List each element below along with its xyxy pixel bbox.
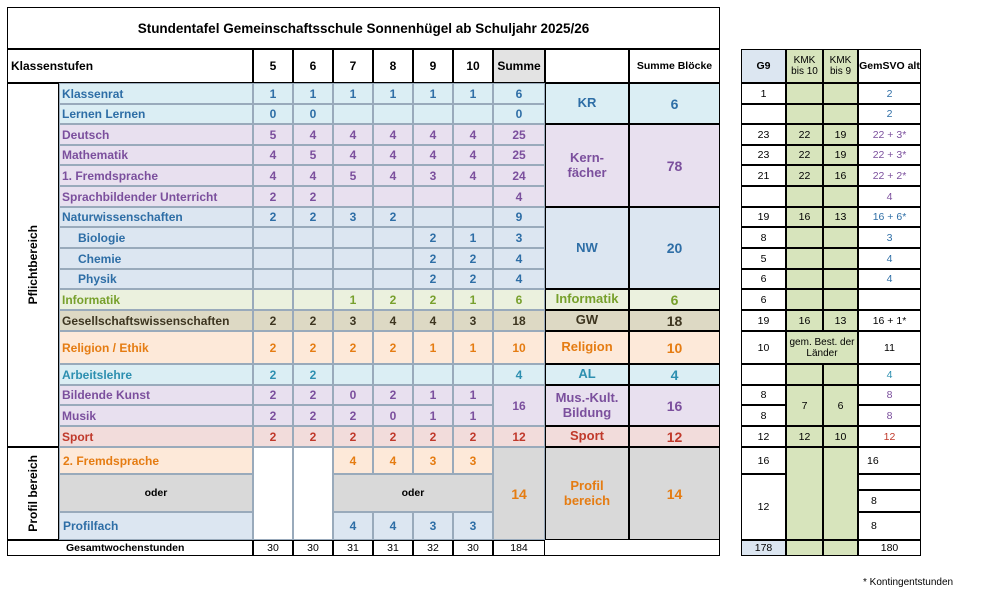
- grade-value: 4: [373, 310, 413, 331]
- group-sum-kr: 6: [629, 83, 720, 124]
- grade-value: 1: [413, 331, 453, 364]
- group-sum-mus: 16: [629, 385, 720, 426]
- header-summe: Summe: [493, 49, 545, 83]
- kmk10-mus: 7: [786, 385, 823, 426]
- row-sum: 18: [493, 310, 545, 331]
- row-sum: 24: [493, 165, 545, 186]
- grade-value: 5: [293, 145, 333, 165]
- grade-value: 2: [373, 426, 413, 447]
- subject-name: Naturwissenschaften: [59, 207, 253, 227]
- row-sum: 4: [493, 248, 545, 269]
- total-value: 32: [413, 540, 453, 556]
- fremd2-value: 4: [373, 447, 413, 474]
- grade-value: 0: [333, 385, 373, 405]
- subject-name: Klassenrat: [59, 83, 253, 104]
- kmk9-value: 16: [823, 165, 858, 186]
- header-g9: G9: [741, 49, 786, 83]
- grade-value: 4: [293, 165, 333, 186]
- kmk10-value: 16: [786, 310, 823, 331]
- gemsvo-value: 22 + 3*: [858, 124, 921, 145]
- grade-value: 1: [293, 83, 333, 104]
- grade-value: 3: [333, 310, 373, 331]
- group-label-al: AL: [545, 364, 629, 385]
- gemsvo-profil-b: 8: [858, 490, 921, 512]
- gemsvo-value: 2: [858, 104, 921, 124]
- group-label-kern: Kern- fächer: [545, 124, 629, 207]
- kmk10-value: 22: [786, 124, 823, 145]
- kmk9-value: 19: [823, 124, 858, 145]
- subject-name: Sport: [59, 426, 253, 447]
- group-label-inf: Informatik: [545, 289, 629, 310]
- subject-name: Religion / Ethik: [59, 331, 253, 364]
- gemsvo-value: 22 + 3*: [858, 145, 921, 165]
- gemsvo-value: 16 + 6*: [858, 207, 921, 227]
- subject-name: Deutsch: [59, 124, 253, 145]
- g9-value: 12: [741, 426, 786, 447]
- grade-value: 1: [413, 385, 453, 405]
- grade-value: 2: [293, 385, 333, 405]
- grade-value: 2: [413, 227, 453, 248]
- subject-name: Chemie: [59, 248, 253, 269]
- profilfach-value: 4: [333, 512, 373, 540]
- grade-value: 4: [333, 124, 373, 145]
- group-sum-al: 4: [629, 364, 720, 385]
- group-label-kr: KR: [545, 83, 629, 124]
- kmk9-value: 19: [823, 145, 858, 165]
- grade-value: 4: [373, 124, 413, 145]
- grade-value: 4: [413, 145, 453, 165]
- fremd2-value: 3: [453, 447, 493, 474]
- kmk10-value: 22: [786, 165, 823, 186]
- profil-sum: 14: [493, 447, 545, 540]
- header-grade: 8: [373, 49, 413, 83]
- g9-value: 23: [741, 145, 786, 165]
- grade-value: 2: [373, 207, 413, 227]
- group-label-mus: Mus.-Kult. Bildung: [545, 385, 629, 426]
- gemsvo-value: 4: [858, 269, 921, 289]
- total-value: 31: [333, 540, 373, 556]
- gemsvo-value: 4: [858, 364, 921, 385]
- fremdsprache2-label: 2. Fremdsprache: [59, 447, 253, 474]
- gemsvo-profil-c: 8: [858, 512, 921, 540]
- grade-value: 1: [333, 289, 373, 310]
- grade-value: 0: [253, 104, 293, 124]
- grade-value: 4: [333, 145, 373, 165]
- grade-value: 2: [413, 426, 453, 447]
- g9-value: 8: [741, 405, 786, 426]
- g9-value: 5: [741, 248, 786, 269]
- g9-value: 8: [741, 385, 786, 405]
- subject-name: Musik: [59, 405, 253, 426]
- header-grade: 9: [413, 49, 453, 83]
- grade-value: 2: [293, 186, 333, 207]
- page-title: Stundentafel Gemeinschaftsschule Sonnenhügel ab Schuljahr 2025/26: [7, 7, 720, 49]
- kmk9-value: 13: [823, 207, 858, 227]
- grade-value: 1: [453, 227, 493, 248]
- header-kmk10: KMK bis 10: [786, 49, 823, 83]
- header-klassenstufen: Klassenstufen: [7, 49, 253, 83]
- grade-value: 2: [293, 364, 333, 385]
- profilfach-value: 3: [413, 512, 453, 540]
- grade-value: 2: [333, 426, 373, 447]
- group-sum-inf: 6: [629, 289, 720, 310]
- grade-value: 1: [453, 385, 493, 405]
- row-sum: 9: [493, 207, 545, 227]
- profilfach-value: 3: [453, 512, 493, 540]
- grade-value: 2: [253, 310, 293, 331]
- gemsvo-value: 11: [858, 331, 921, 364]
- grade-value: 1: [373, 83, 413, 104]
- g9-value: 1: [741, 83, 786, 104]
- grade-value: 2: [253, 186, 293, 207]
- group-label-rel: Religion: [545, 331, 629, 364]
- group-sum-profil: 14: [629, 447, 720, 540]
- subject-name: Lernen Lernen: [59, 104, 253, 124]
- subject-name: Mathematik: [59, 145, 253, 165]
- g9-profil-a: 16: [741, 447, 786, 474]
- group-sum-nw: 20: [629, 207, 720, 289]
- group-sum-kern: 78: [629, 124, 720, 207]
- grade-value: 1: [453, 331, 493, 364]
- grade-value: 2: [253, 331, 293, 364]
- grade-value: 4: [253, 165, 293, 186]
- header-gemsvo: GemSVO alt: [858, 49, 921, 83]
- group-label-profil: Profil bereich: [545, 447, 629, 540]
- kmk9-value: 13: [823, 310, 858, 331]
- total-sum: 184: [493, 540, 545, 556]
- g9-value: 21: [741, 165, 786, 186]
- pflichtbereich-text: Pflichtbereich: [26, 225, 40, 305]
- grade-value: 1: [413, 405, 453, 426]
- total-value: 30: [253, 540, 293, 556]
- total-g9: 178: [741, 540, 786, 556]
- footnote: * Kontingentstunden: [863, 576, 954, 588]
- grade-value: 2: [373, 331, 413, 364]
- grade-value: 2: [453, 426, 493, 447]
- grade-value: 2: [293, 207, 333, 227]
- grade-value: 2: [333, 405, 373, 426]
- row-sum: 6: [493, 289, 545, 310]
- header-grade: 7: [333, 49, 373, 83]
- subject-name: Gesellschaftswissenschaften: [59, 310, 253, 331]
- grade-value: 4: [373, 145, 413, 165]
- gemsvo-value: 22 + 2*: [858, 165, 921, 186]
- subject-name: Physik: [59, 269, 253, 289]
- grade-value: 4: [453, 124, 493, 145]
- main-table-border: [7, 49, 720, 556]
- kmk10-value: 16: [786, 207, 823, 227]
- grade-value: 2: [253, 385, 293, 405]
- grade-value: 1: [453, 83, 493, 104]
- group-label-gw: GW: [545, 310, 629, 331]
- gemsvo-value: 4: [858, 248, 921, 269]
- compare-table-border: [741, 49, 921, 556]
- gemsvo-value: 3: [858, 227, 921, 248]
- grade-value: 4: [413, 310, 453, 331]
- grade-value: 2: [293, 310, 333, 331]
- grade-value: 2: [293, 331, 333, 364]
- g9-value: 6: [741, 289, 786, 310]
- group-sum-rel: 10: [629, 331, 720, 364]
- grade-value: 3: [333, 207, 373, 227]
- grade-value: 2: [453, 248, 493, 269]
- g9-value: 23: [741, 124, 786, 145]
- group-sum-sport: 12: [629, 426, 720, 447]
- profilfach-label: Profilfach: [59, 512, 253, 540]
- g9-value: 19: [741, 207, 786, 227]
- grade-value: 0: [373, 405, 413, 426]
- subject-name: Bildende Kunst: [59, 385, 253, 405]
- kmk9-mus: 6: [823, 385, 858, 426]
- kmk-religion: gem. Best. der Länder: [786, 331, 858, 364]
- grade-value: 2: [253, 207, 293, 227]
- gemsvo-value: 8: [858, 405, 921, 426]
- header-grade: 10: [453, 49, 493, 83]
- kmk10-value: 12: [786, 426, 823, 447]
- grade-value: 4: [453, 165, 493, 186]
- gemsvo-value: 2: [858, 83, 921, 104]
- row-sum: 25: [493, 124, 545, 145]
- gemsvo-value: 16 + 1*: [858, 310, 921, 331]
- grade-value: 2: [253, 426, 293, 447]
- kmk10-value: 22: [786, 145, 823, 165]
- grade-value: 3: [413, 165, 453, 186]
- subject-name: Informatik: [59, 289, 253, 310]
- grade-value: 4: [413, 124, 453, 145]
- grade-value: 2: [373, 385, 413, 405]
- grade-value: 1: [453, 405, 493, 426]
- total-gemsvo: 180: [858, 540, 921, 556]
- oder-label-right: oder: [333, 474, 493, 512]
- fremd2-value: 3: [413, 447, 453, 474]
- grade-value: 4: [453, 145, 493, 165]
- subject-name: Biologie: [59, 227, 253, 248]
- row-sum: 4: [493, 364, 545, 385]
- grade-value: 1: [333, 83, 373, 104]
- grade-value: 2: [413, 289, 453, 310]
- gemsvo-value: 8: [858, 385, 921, 405]
- g9-value: 10: [741, 331, 786, 364]
- profilbereich-text: Profil bereich: [26, 455, 40, 532]
- group-label-sport: Sport: [545, 426, 629, 447]
- row-sum: 10: [493, 331, 545, 364]
- grade-value: 2: [373, 289, 413, 310]
- total-label: Gesamtwochenstunden: [7, 540, 253, 556]
- g9-profil-b: 12: [741, 474, 786, 540]
- grade-value: 2: [413, 248, 453, 269]
- grade-value: 2: [293, 426, 333, 447]
- row-sum: 3: [493, 227, 545, 248]
- grade-value: 0: [293, 104, 333, 124]
- header-summe-bloecke: Summe Blöcke: [629, 49, 720, 83]
- total-value: 31: [373, 540, 413, 556]
- grade-value: 1: [453, 289, 493, 310]
- grade-value: 4: [253, 145, 293, 165]
- grade-value: 3: [453, 310, 493, 331]
- grade-value: 5: [253, 124, 293, 145]
- grade-value: 2: [253, 405, 293, 426]
- g9-value: 6: [741, 269, 786, 289]
- subject-name: Arbeitslehre: [59, 364, 253, 385]
- total-value: 30: [293, 540, 333, 556]
- grade-value: 5: [333, 165, 373, 186]
- oder-label-left: oder: [59, 474, 253, 512]
- row-sum: 0: [493, 104, 545, 124]
- grade-value: 4: [373, 165, 413, 186]
- grade-value: 2: [453, 269, 493, 289]
- total-value: 30: [453, 540, 493, 556]
- g9-value: 19: [741, 310, 786, 331]
- grade-value: 2: [253, 364, 293, 385]
- mus-sum: 16: [493, 385, 545, 426]
- row-sum: 12: [493, 426, 545, 447]
- group-sum-gw: 18: [629, 310, 720, 331]
- fremd2-value: 4: [333, 447, 373, 474]
- g9-value: 8: [741, 227, 786, 248]
- row-sum: 25: [493, 145, 545, 165]
- header-grade: 5: [253, 49, 293, 83]
- subject-name: Sprachbildender Unterricht: [59, 186, 253, 207]
- grade-value: 2: [413, 269, 453, 289]
- header-grade: 6: [293, 49, 333, 83]
- gemsvo-value: 4: [858, 186, 921, 207]
- row-sum: 4: [493, 269, 545, 289]
- header-kmk9: KMK bis 9: [823, 49, 858, 83]
- subject-name: 1. Fremdsprache: [59, 165, 253, 186]
- profilfach-value: 4: [373, 512, 413, 540]
- grade-value: 1: [253, 83, 293, 104]
- row-sum: 6: [493, 83, 545, 104]
- kmk9-value: 10: [823, 426, 858, 447]
- gemsvo-profil-a: 16: [858, 447, 921, 474]
- gemsvo-value: 12: [858, 426, 921, 447]
- grade-value: 2: [333, 331, 373, 364]
- group-label-nw: NW: [545, 207, 629, 289]
- grade-value: 2: [293, 405, 333, 426]
- grade-value: 4: [293, 124, 333, 145]
- grade-value: 1: [413, 83, 453, 104]
- row-sum: 4: [493, 186, 545, 207]
